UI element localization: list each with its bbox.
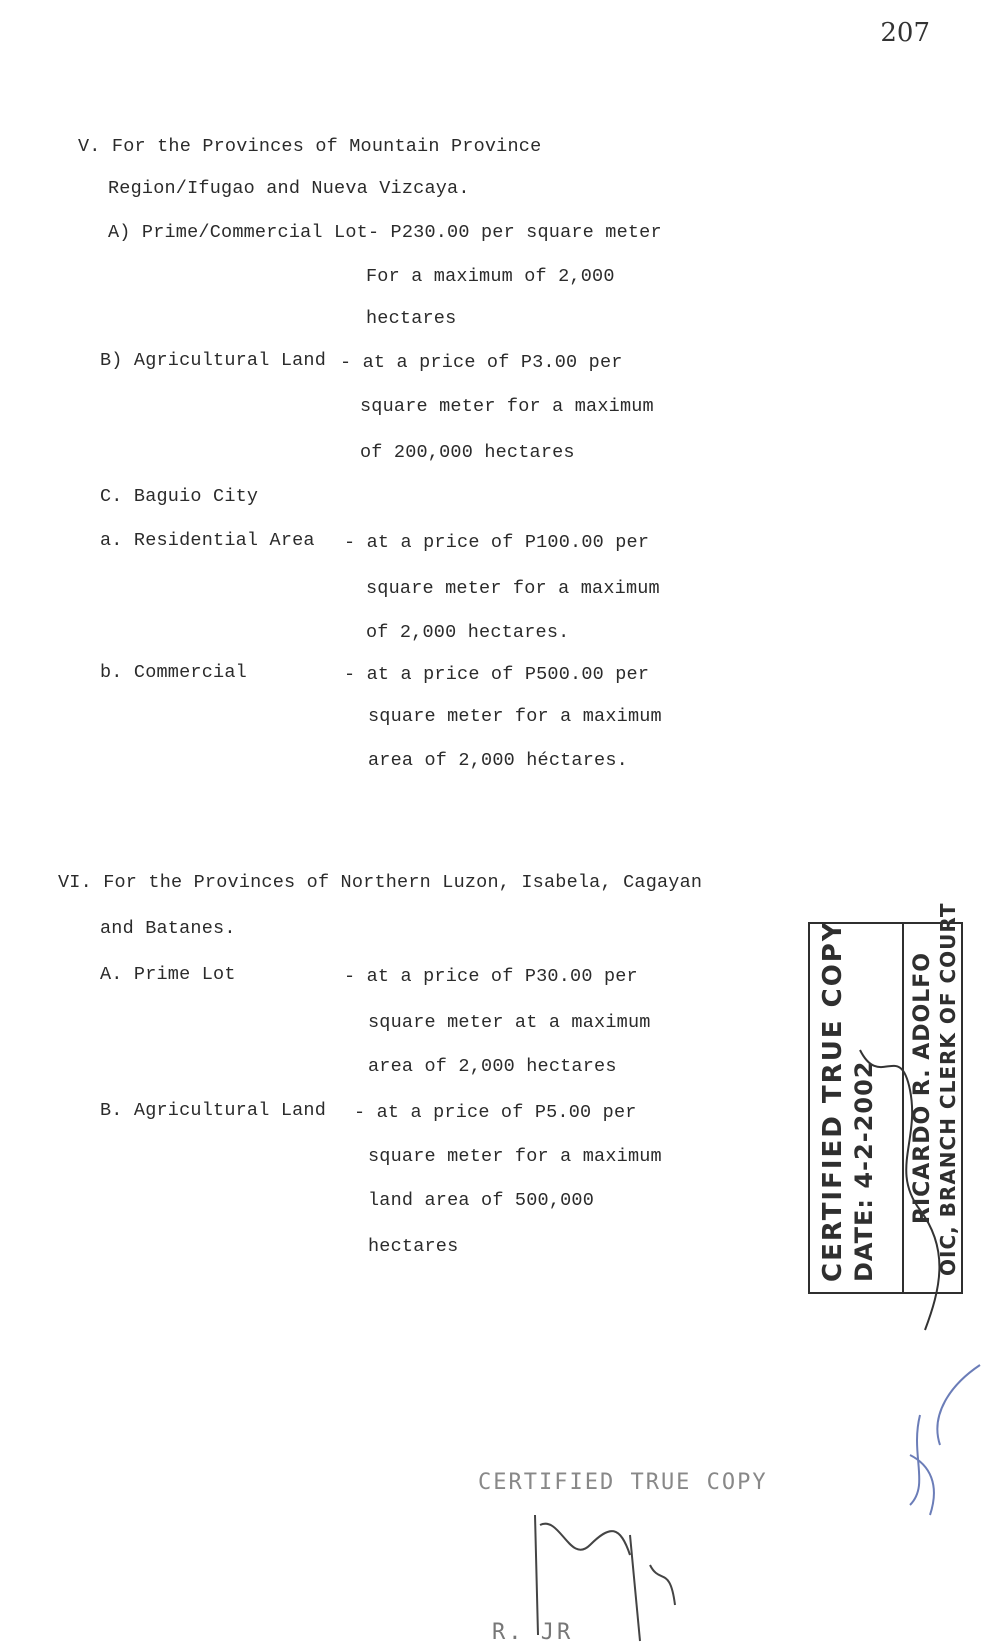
vi-a-label: A. Prime Lot: [100, 964, 236, 985]
v-b-line-1: - at a price of P3.00 per: [340, 352, 623, 373]
c-b-line-3: area of 2,000 héctares.: [368, 750, 628, 771]
v-a-prime-commercial: A) Prime/Commercial Lot- P230.00 per square meter: [108, 222, 662, 243]
c-a-line-3: of 2,000 hectares.: [366, 622, 570, 643]
v-b-line-2: square meter for a maximum: [360, 396, 654, 417]
section-c-heading: C. Baguio City: [100, 486, 259, 507]
bottom-stamp-name: R. JR: [492, 1620, 574, 1645]
v-a-line-3: hectares: [366, 308, 457, 329]
section-vi-heading-cont: and Batanes.: [100, 918, 236, 939]
vi-b-line-4: hectares: [368, 1236, 459, 1257]
c-a-line-2: square meter for a maximum: [366, 578, 660, 599]
vi-b-label: B. Agricultural Land: [100, 1100, 327, 1121]
page-number: 207: [880, 18, 930, 48]
v-b-label: B) Agricultural Land: [100, 350, 327, 371]
vi-a-line-3: area of 2,000 hectares: [368, 1056, 617, 1077]
bottom-certified-stamp: CERTIFIED TRUE COPY: [478, 1470, 768, 1495]
section-vi-heading: VI. For the Provinces of Northern Luzon, Isabela, Cagayan: [58, 872, 703, 893]
stamp-clerk-name: RICARDO R. ADOLFO: [910, 952, 935, 1224]
vi-b-line-3: land area of 500,000: [368, 1190, 595, 1211]
c-a-label: a. Residential Area: [100, 530, 315, 551]
section-v-heading-cont: Region/Ifugao and Nueva Vizcaya.: [108, 178, 470, 199]
blue-initials-icon: [890, 1355, 1000, 1535]
c-b-line-1: - at a price of P500.00 per: [344, 664, 650, 685]
stamp-certified-text: CERTIFIED TRUE COPY: [818, 920, 848, 1282]
section-v-heading: V. For the Provinces of Mountain Province: [78, 136, 542, 157]
c-a-line-1: - at a price of P100.00 per: [344, 532, 650, 553]
vi-b-line-1: - at a price of P5.00 per: [354, 1102, 637, 1123]
vi-a-line-2: square meter at a maximum: [368, 1012, 651, 1033]
c-b-label: b. Commercial: [100, 662, 247, 683]
vi-b-line-2: square meter for a maximum: [368, 1146, 662, 1167]
v-b-line-3: of 200,000 hectares: [360, 442, 575, 463]
vi-a-line-1: - at a price of P30.00 per: [344, 966, 638, 987]
c-b-line-2: square meter for a maximum: [368, 706, 662, 727]
v-a-line-2: For a maximum of 2,000: [366, 266, 615, 287]
stamp-date: DATE: 4-2-2002: [850, 1060, 878, 1282]
stamp-clerk-title: OIC, BRANCH CLERK OF COURT: [936, 902, 960, 1276]
stamp-signature-icon: [840, 1030, 960, 1330]
